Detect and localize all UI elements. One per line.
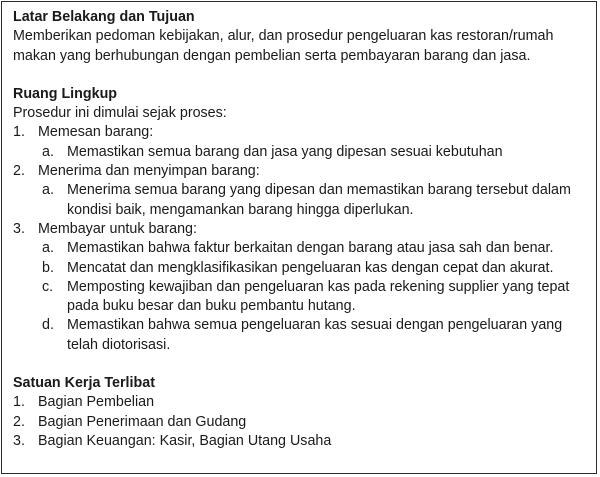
sub-item-letter: c.	[42, 278, 54, 295]
unit-item	[13, 413, 586, 432]
sub-item	[38, 278, 586, 317]
item-number: 1.	[13, 124, 25, 141]
background-heading: Latar Belakang dan Tujuan	[13, 9, 195, 25]
item-label: Membayar untuk barang:	[38, 220, 197, 237]
sub-item	[38, 143, 586, 162]
sub-item-letter: a.	[42, 182, 54, 199]
sub-item	[38, 316, 586, 355]
unit-item	[13, 393, 586, 412]
sub-item-text: Mencatat dan mengklasifikasikan pengeluaran kas dengan cepat dan akurat.	[67, 259, 554, 276]
document-box	[1, 1, 597, 474]
scope-item	[13, 220, 586, 355]
item-label: Menerima dan menyimpan barang:	[38, 163, 260, 180]
sub-item-text: Menerima semua barang yang dipesan dan memastikan barang tersebut dalam kondisi baik, mengamankan barang hingga diperlukan.	[67, 182, 571, 218]
sub-list	[38, 239, 586, 355]
sub-item-text: Memposting kewajiban dan pengeluaran kas pada rekening supplier yang tepat pada buku besar dan buku pembantu hutang.	[67, 278, 570, 315]
spacer	[13, 355, 586, 374]
scope-heading: Ruang Lingkup	[13, 85, 118, 102]
unit-text: Bagian Pembelian	[38, 394, 155, 411]
sub-item-letter: b.	[42, 259, 54, 276]
sub-item-letter: a.	[42, 240, 54, 257]
sub-item-text: Memastikan bahwa semua pengeluaran kas sesuai dengan pengeluaran yang telah diotorisasi.	[67, 317, 563, 353]
item-label: Memesan barang:	[38, 124, 154, 141]
sub-item-letter: a.	[42, 143, 54, 160]
sub-item-text: Memastikan semua barang dan jasa yang dipesan sesuai kebutuhan	[67, 143, 503, 160]
scope-item	[13, 162, 586, 220]
scope-intro: Prosedur ini dimulai sejak proses:	[13, 105, 227, 122]
sub-list	[38, 181, 586, 220]
item-number: 3.	[13, 432, 25, 449]
scope-item	[13, 123, 586, 162]
units-list	[13, 393, 586, 451]
unit-item	[13, 432, 586, 451]
unit-text: Bagian Penerimaan dan Gudang	[38, 413, 247, 430]
background-body: Memberikan pedoman kebijakan, alur, dan prosedur pengeluaran kas restoran/rumah makan yang berhubungan dengan pembelian serta pembayaran barang dan jasa.	[13, 28, 554, 64]
item-number: 3.	[13, 220, 25, 237]
item-number: 2.	[13, 413, 25, 430]
spacer	[13, 66, 586, 85]
sub-item	[38, 181, 586, 220]
unit-text: Bagian Keuangan: Kasir, Bagian Utang Usaha	[38, 432, 332, 449]
item-number: 1.	[13, 394, 25, 411]
item-number: 2.	[13, 163, 25, 180]
sub-item-text: Memastikan bahwa faktur berkaitan dengan barang atau jasa sah dan benar.	[67, 240, 554, 257]
sub-item-letter: d.	[42, 317, 54, 334]
units-heading: Satuan Kerja Terlibat	[13, 375, 155, 392]
sub-list	[38, 143, 586, 162]
scope-list	[13, 123, 586, 355]
sub-item	[38, 259, 586, 278]
sub-item	[38, 239, 586, 258]
